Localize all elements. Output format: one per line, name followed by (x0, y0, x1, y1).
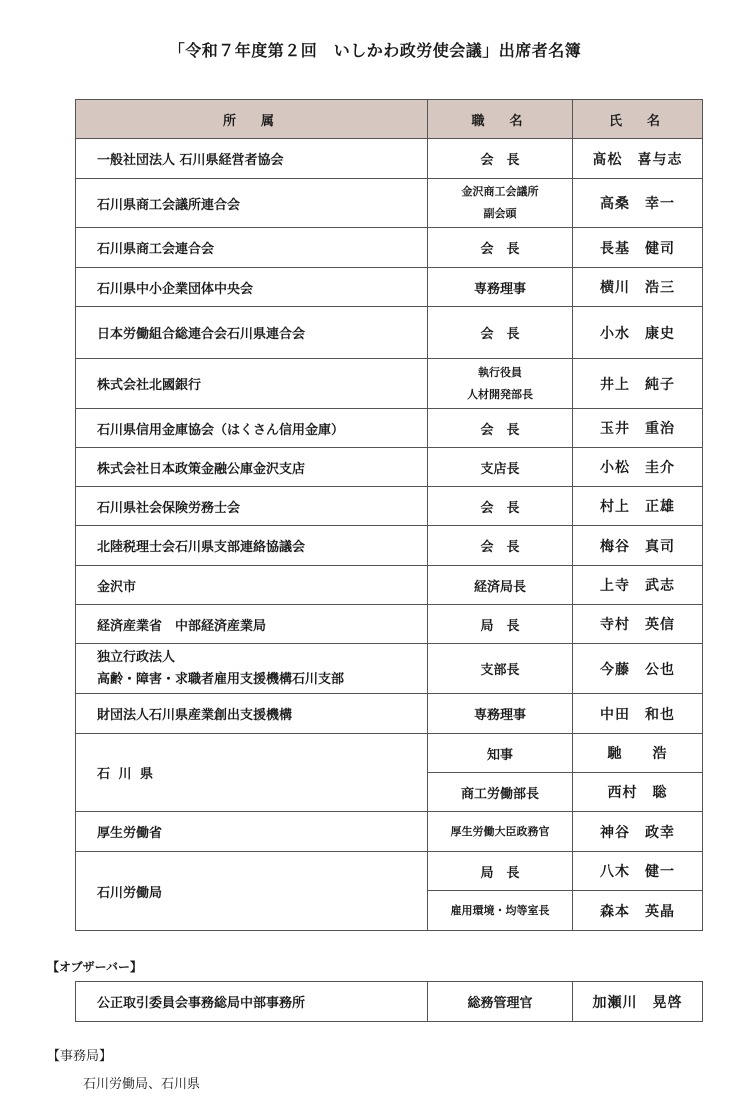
secretariat-heading: 【事務局】 (47, 1049, 113, 1064)
row-position: 会 長 (428, 526, 573, 566)
row-position: 経済局長 (428, 566, 573, 605)
row-org: 一般社団法人 石川県経営者協会 (76, 139, 428, 179)
row-name: 八木 健一 (573, 852, 703, 891)
table-row (76, 228, 703, 268)
row-position: 知事 (428, 734, 573, 773)
row-org: 財団法人石川県産業創出支援機構 (76, 694, 428, 734)
table-row (76, 359, 703, 409)
row-name: 玉井 重治 (573, 409, 703, 448)
row-org: 株式会社日本政策金融公庫金沢支店 (76, 448, 428, 487)
attendee-table (75, 99, 703, 931)
row-name: 加瀬川 晃啓 (573, 982, 703, 1022)
row-position (428, 359, 573, 409)
row-name: 長基 健司 (573, 228, 703, 268)
header-name: 氏 名 (573, 100, 703, 139)
row-name: 今藤 公也 (573, 644, 703, 694)
row-position: 専務理事 (428, 694, 573, 734)
row-position: 会 長 (428, 307, 573, 359)
org-line: 独立行政法人 (97, 649, 176, 665)
row-position: 雇用環境・均等室長 (428, 891, 573, 931)
row-name: 神谷 政幸 (573, 812, 703, 852)
row-position: 会 長 (428, 487, 573, 526)
row-position: 会 長 (428, 228, 573, 268)
row-name: 馳 浩 (573, 734, 703, 773)
row-position: 会 長 (428, 409, 573, 448)
row-org: 石川県社会保険労務士会 (76, 487, 428, 526)
position-line: 金沢商工会議所 (461, 185, 539, 198)
table-row (76, 268, 703, 307)
row-name: 小水 康史 (573, 307, 703, 359)
row-org: 石川県中小企業団体中央会 (76, 268, 428, 307)
observer-heading: 【オブザーバー】 (47, 960, 143, 974)
header-position: 職 名 (428, 100, 573, 139)
table-header-row (76, 100, 703, 139)
row-name: 上寺 武志 (573, 566, 703, 605)
table-row (76, 307, 703, 359)
table-row (76, 812, 703, 852)
row-name: 中田 和也 (573, 694, 703, 734)
table-row (76, 179, 703, 228)
row-name: 森本 英晶 (573, 891, 703, 931)
row-position: 専務理事 (428, 268, 573, 307)
secretariat-body: 石川労働局、石川県 (83, 1077, 201, 1092)
row-org: 石川労働局 (76, 852, 428, 931)
row-position: 厚生労働大臣政務官 (428, 812, 573, 852)
page-title: 「令和７年度第２回 いしかわ政労使会議」出席者名簿 (168, 41, 582, 60)
row-name: 寺村 英信 (573, 605, 703, 644)
row-org: 石 川 県 (76, 734, 428, 812)
row-org: 厚生労働省 (76, 812, 428, 852)
table-row (76, 526, 703, 566)
row-position (428, 179, 573, 228)
table-row (76, 566, 703, 605)
table-row (76, 852, 703, 891)
table-row (76, 139, 703, 179)
row-name: 横川 浩三 (573, 268, 703, 307)
table-row (76, 409, 703, 448)
row-name: 梅谷 真司 (573, 526, 703, 566)
table-row (76, 734, 703, 773)
row-name: 髙松 喜与志 (573, 139, 703, 179)
row-org: 金沢市 (76, 566, 428, 605)
row-name: 村上 正雄 (573, 487, 703, 526)
position-line: 執行役員 (478, 365, 522, 379)
row-position: 総務管理官 (428, 982, 573, 1022)
row-position: 局 長 (428, 605, 573, 644)
position-line: 人材開発部長 (467, 387, 533, 401)
org-line: 高齢・障害・求職者雇用支援機構石川支部 (97, 671, 345, 687)
observer-table (75, 981, 703, 1022)
row-org: 経済産業省 中部経済産業局 (76, 605, 428, 644)
row-name: 高桑 幸一 (573, 179, 703, 228)
row-org (76, 644, 428, 694)
row-position: 会 長 (428, 139, 573, 179)
table-row (76, 982, 703, 1022)
row-org: 石川県信用金庫協会（はくさん信用金庫） (76, 409, 428, 448)
row-org: 石川県商工会議所連合会 (76, 179, 428, 228)
row-name: 西村 聡 (573, 773, 703, 812)
row-position: 局 長 (428, 852, 573, 891)
row-org: 日本労働組合総連合会石川県連合会 (76, 307, 428, 359)
row-name: 小松 圭介 (573, 448, 703, 487)
row-name: 井上 純子 (573, 359, 703, 409)
row-org: 株式会社北國銀行 (76, 359, 428, 409)
table-row (76, 487, 703, 526)
row-position: 支部長 (428, 644, 573, 694)
table-row (76, 644, 703, 694)
row-org: 北陸税理士会石川県支部連絡協議会 (76, 526, 428, 566)
header-affiliation: 所 属 (76, 100, 428, 139)
table-row (76, 694, 703, 734)
table-row (76, 448, 703, 487)
row-org: 石川県商工会連合会 (76, 228, 428, 268)
position-line: 副会頭 (483, 207, 517, 220)
row-position: 商工労働部長 (428, 773, 573, 812)
row-position: 支店長 (428, 448, 573, 487)
table-row (76, 605, 703, 644)
row-org: 公正取引委員会事務総局中部事務所 (76, 982, 428, 1022)
